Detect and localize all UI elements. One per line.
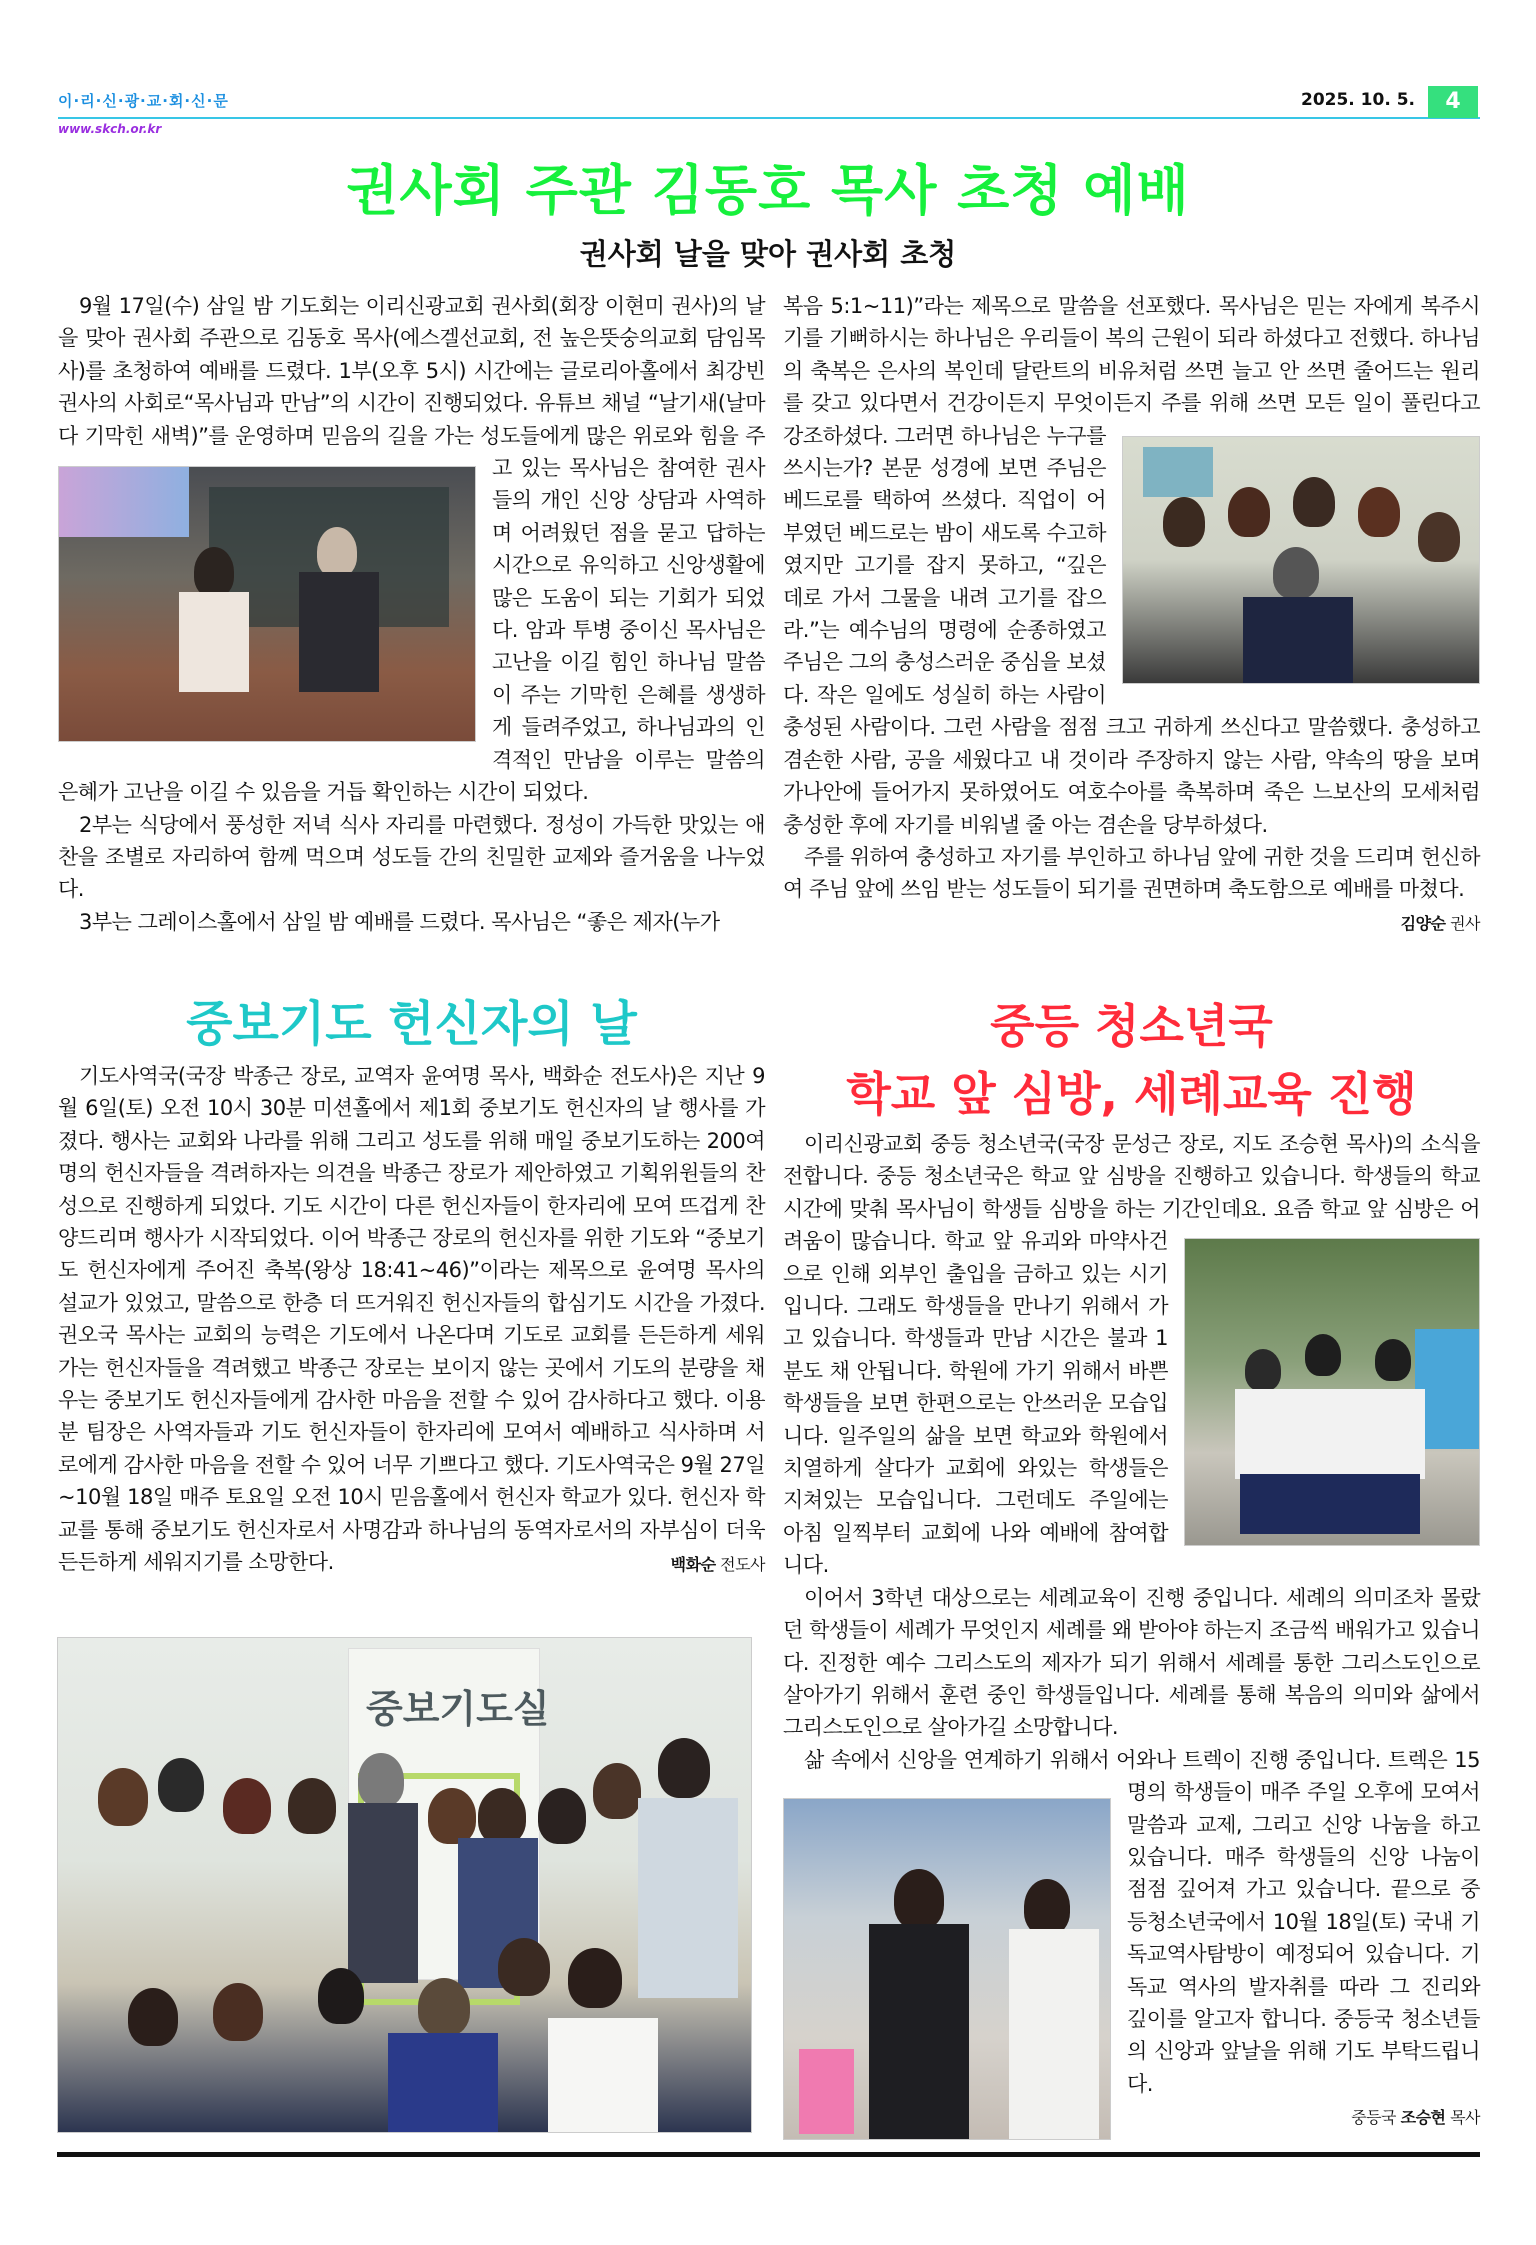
article1-left-column [58, 290, 765, 938]
photo-students-outdoors [783, 1798, 1111, 2140]
article1-byline [783, 908, 1480, 940]
photo-group-of-kwonsa [1122, 436, 1480, 684]
article3-title-line2: 학교 앞 심방, 세례교육 진행 [846, 1067, 1417, 1121]
issue-date: 2025. 10. 5. [1300, 90, 1415, 110]
article1-paragraph: 3부는 그레이스홀에서 삼일 밤 예배를 드렸다. 목사님은 “좋은 제자(누가 [79, 909, 720, 934]
article3-paragraph: 이리신광교회 중등 청소년국(국장 문성근 장로, 지도 조승현 목사)의 소식을 전합니다. 중등 청소년국은 학교 앞 심방을 진행하고 있습니다. 학생들의 학교 시간에 맞춰 목사님이 학생들 심방을 하는 기간인데요. 요즘 학교 앞 심방은 어려움이 많습니다. 학교 앞 유괴와 마약사건으로 인해 외부인 출입을 금하고 있는 시기입니다. 그래도 학생들을 만나기 위해서 가고 있습니다. 학생들과 만남 시간은 불과 1분도 채 안됩니다. 학원에 가기 위해서 바쁜 학생들을 보면 한편으로는 안쓰러운 모습입니다. 일주일의 삶을 보면 학교와 학원에서 치열하게 살다가 교회에 와있는 학생들은 지쳐있는 모습입니다. 그런데도 주일에는 아침 일찍부터 교회에 나와 예배에 참여합니다. [783, 1132, 1480, 1578]
photo-interview-on-stage [58, 466, 476, 742]
byline-title: 권사 [1450, 913, 1480, 933]
article1-title: 권사회 주관 김동호 목사 초청 예배 [346, 159, 1190, 222]
photo-sign-text: 중보기도실 [366, 1687, 550, 1731]
byline-dept: 중등국 [1351, 2108, 1397, 2128]
article1-paragraph: 2부는 식당에서 풍성한 저녁 식사 자리를 마련했다. 정성이 가득한 맛있는 애찬을 조별로 자리하여 함께 먹으며 성도들 간의 친밀한 교제와 즐거움을 나누었다. [58, 812, 765, 902]
byline-name: 김양순 [1400, 913, 1446, 933]
article3-title [783, 992, 1480, 1128]
article1-paragraph: 9월 17일(수) 삼일 밤 기도회는 이리신광교회 권사회(회장 이현미 권사)의 날을 맞아 권사회 주관으로 김동호 목사(에스겔선교회, 전 높은뜻숭의교회 담임목사)를 초청하여 예배를 드렸다. 1부(오후 5시) 시간에는 글로리아홀에서 최강빈 권사의 사회로“목사님과 만남”의 시간이 진행되었다. 유튜브 채널 “날기새(날마다 기막힌 새벽)”를 운영하며 믿음의 길을 가는 성도들에게 많은 위로와 힘을 주고 있는 목사님은 참여한 권사들의 개인 신앙 상담과 사역하며 어려웠던 점을 묻고 답하는 시간으로 유익하고 신앙생활에 많은 도움이 되는 기회가 되었다. 암과 투병 중이신 목사님은 고난을 이길 힘인 하나님 말씀이 주는 기막힌 은혜를 생생하게 들려주었고, 하나님과의 인격적인 만남을 이루는 말씀의 은혜가 고난을 이길 수 있음을 거듭 확인하는 시간이 되었다. [58, 294, 765, 805]
article1-paragraph: 주를 위하여 충성하고 자기를 부인하고 하나님 앞에 귀한 것을 드리며 헌신하여 주님 앞에 쓰임 받는 성도들이 되기를 권면하며 축도함으로 예배를 마쳤다. [783, 844, 1480, 902]
article3-title-line1: 중등 청소년국 [990, 999, 1273, 1053]
byline-name: 조승현 [1400, 2108, 1446, 2128]
article2-title: 중보기도 헌신자의 날 [186, 996, 637, 1052]
article1-right-column [783, 290, 1480, 940]
article2-column [58, 1060, 765, 1581]
header-rule [58, 117, 1480, 119]
photo-intercessory-prayer-group [57, 1637, 752, 2133]
article3-paragraph: 이어서 3학년 대상으로는 세례교육이 진행 중입니다. 세례의 의미조차 몰랐던 학생들이 세례가 무엇인지 세례를 왜 받아야 하는지 조금씩 배워가고 있습니다. 진정한 예수 그리스도의 제자가 되기 위해서 세례를 통한 그리스도인으로 살아가기 위해서 훈련 중인 학생들입니다. 세례를 통해 복음의 의미와 삶에서 그리스도인으로 살아가길 소망합니다. [783, 1585, 1480, 1740]
article1-subtitle: 권사회 날을 맞아 권사회 초청 [579, 237, 957, 271]
byline-title: 전도사 [720, 1554, 765, 1574]
article3-column [783, 1128, 1480, 2146]
byline-name: 백화순 [670, 1554, 716, 1574]
article1-paragraph: 복음 5:1~11)”라는 제목으로 말씀을 선포했다. 목사님은 믿는 자에게 복주시기를 기뻐하시는 하나님은 우리들이 복의 근원이 되라 하셨다고 전했다. 하나님의 축복은 은사의 복인데 달란트의 비유처럼 쓰면 늘고 안 쓰면 줄어드는 원리를 갖고 있다면서 건강이든지 무엇이든지 주를 위해 쓰면 모든 일이 풀린다고 강조하셨다. 그러면 하나님은 누구를 쓰시는가? 본문 성경에 보면 주님은 베드로를 택하여 쓰셨다. 직업이 어부였던 베드로는 밤이 새도록 수고하였지만 고기를 잡지 못하고, “깊은 데로 가서 그물을 내려 고기를 잡으라.”는 예수님의 명령에 순종하였고 주님은 그의 충성스러운 중심을 보셨다. 작은 일에도 성실히 하는 사람이 충성된 사람이다. 그런 사람을 점점 크고 귀하게 쓰신다고 말씀했다. 충성하고 겸손한 사람, 공을 세웠다고 내 것이라 주장하지 않는 사람, 약속의 땅을 보며 가나안에 들어가지 못하였어도 여호수아를 축복하며 죽은 느보산의 모세처럼 충성한 후에 자기를 비워낼 줄 아는 겸손을 당부하셨다. [783, 294, 1480, 837]
page-number: 4 [1428, 86, 1478, 118]
article3-paragraph: 삶 속에서 신앙을 연계하기 위해서 어와나 트렉이 진행 중입니다. 트렉은 15명의 학생들이 매주 주일 오후에 모여서 말씀과 교제, 그리고 신앙 나눔을 하고 있습니다. 매주 학생들의 신앙 나눔이 점점 깊어져 가고 있습니다. 끝으로 중등청소년국에서 10월 18일(토) 국내 기독교역사탐방이 예정되어 있습니다. 기독교 역사의 발자취를 따라 그 진리와 깊이를 알고자 합니다. 중등국 청소년들의 신앙과 앞날을 위해 기도 부탁드립니다. [804, 1747, 1480, 2096]
article2-paragraph: 기도사역국(국장 박종근 장로, 교역자 윤여명 목사, 백화순 전도사)은 지난 9월 6일(토) 오전 10시 30분 미션홀에서 제1회 중보기도 헌신자의 날 행사를 가졌다. 행사는 교회와 나라를 위해 그리고 성도를 위해 매일 중보기도하는 200여명의 헌신자들을 격려하자는 의견을 박종근 장로가 제안하였고 기획위원들의 찬성으로 진행하게 되었다. 기도 시간이 다른 헌신자들이 한자리에 모여 뜨겁게 찬양드리며 행사가 시작되었다. 이어 박종근 장로의 헌신자를 위한 기도와 “중보기도 헌신자에게 주어진 축복(왕상 18:41~46)”이라는 제목으로 윤여명 목사의 설교가 있었고, 말씀으로 한층 더 뜨거워진 헌신자들의 합심기도 시간을 가졌다. 권오국 목사는 교회의 능력은 기도에서 나온다며 기도로 교회를 든든하게 세워가는 헌신자들을 격려했고 박종근 장로는 보이지 않는 곳에서 기도의 분량을 채우는 중보기도 헌신자들에게 감사한 마음을 전할 수 있어 감사하다고 했다. 이용분 팀장은 사역자들과 기도 헌신자들이 한자리에 모여서 예배하고 식사하며 서로에게 감사한 마음을 전할 수 있어 너무 기쁘다고 했다. 기도사역국은 9월 27일 ~10월 18일 매주 토요일 오전 10시 믿음홀에서 헌신자 학교가 있다. 헌신자 학교를 통해 중보기도 헌신자로서 사명감과 하나님의 동역자로서의 자부심이 더욱 든든하게 세워지기를 소망한다. [58, 1064, 765, 1575]
website-url[interactable]: www.skch.or.kr [58, 122, 162, 136]
newspaper-masthead: 이·리·신·광·교·회·신·문 [58, 92, 229, 110]
page-bottom-rule [57, 2152, 1480, 2157]
photo-students-at-school [1184, 1238, 1480, 1546]
byline-title: 목사 [1450, 2108, 1480, 2128]
